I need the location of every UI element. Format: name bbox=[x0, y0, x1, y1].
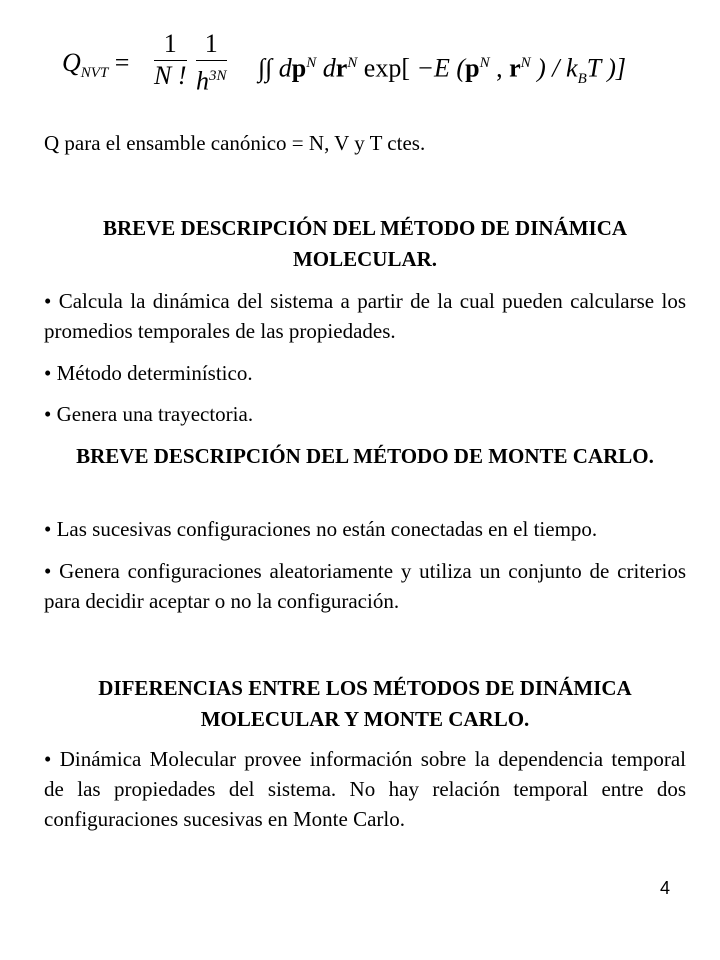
fraction-one-over-n-factorial: $\frac{1}{N !}$ bbox=[154, 29, 187, 90]
heading-diferencias: DIFERENCIAS ENTRE LOS MÉTODOS DE DINÁMICA MOLECULAR Y MONTE CARLO. bbox=[98, 676, 632, 731]
list-item: • Dinámica Molecular provee información sobre la dependencia temporal de las propiedades del sistema. No hay relación temporal entre dos configuraciones sucesivas en Monte Carlo. bbox=[44, 744, 686, 834]
list-item: • Genera configuraciones aleatoriamente y utiliza un conjunto de criterios para decidir aceptar o no la configuración. bbox=[44, 556, 686, 616]
list-item: • Método determinístico. bbox=[44, 358, 686, 388]
partition-function-equation bbox=[62, 28, 662, 98]
list-item: • Las sucesivas configuraciones no están conectadas en el tiempo. bbox=[44, 514, 686, 544]
intro-text: Q para el ensamble canónico = N, V y T ctes. bbox=[44, 131, 426, 155]
equation-integrand: ∫∫ $dp^N$ $dr^N$ exp[ −E ($p^N$ , $r^N$ ) / $k_BT$ )] bbox=[258, 53, 627, 87]
equation-lhs: $Q_{NVT}$ = bbox=[62, 48, 130, 82]
page-number: 4 bbox=[660, 878, 671, 898]
list-item: • Calcula la dinámica del sistema a partir de la cual pueden calcularse los promedios temporales de las propiedades. bbox=[44, 286, 686, 346]
fraction-one-over-h-3n: $\frac{1}{h^{3N}}$ bbox=[196, 29, 227, 96]
heading-dinamica-molecular: BREVE DESCRIPCIÓN DEL MÉTODO DE DINÁMICA MOLECULAR. bbox=[102, 216, 628, 271]
heading-monte-carlo: BREVE DESCRIPCIÓN DEL MÉTODO DE MONTE CARLO. bbox=[76, 444, 654, 468]
list-item: • Genera una trayectoria. bbox=[44, 399, 686, 429]
